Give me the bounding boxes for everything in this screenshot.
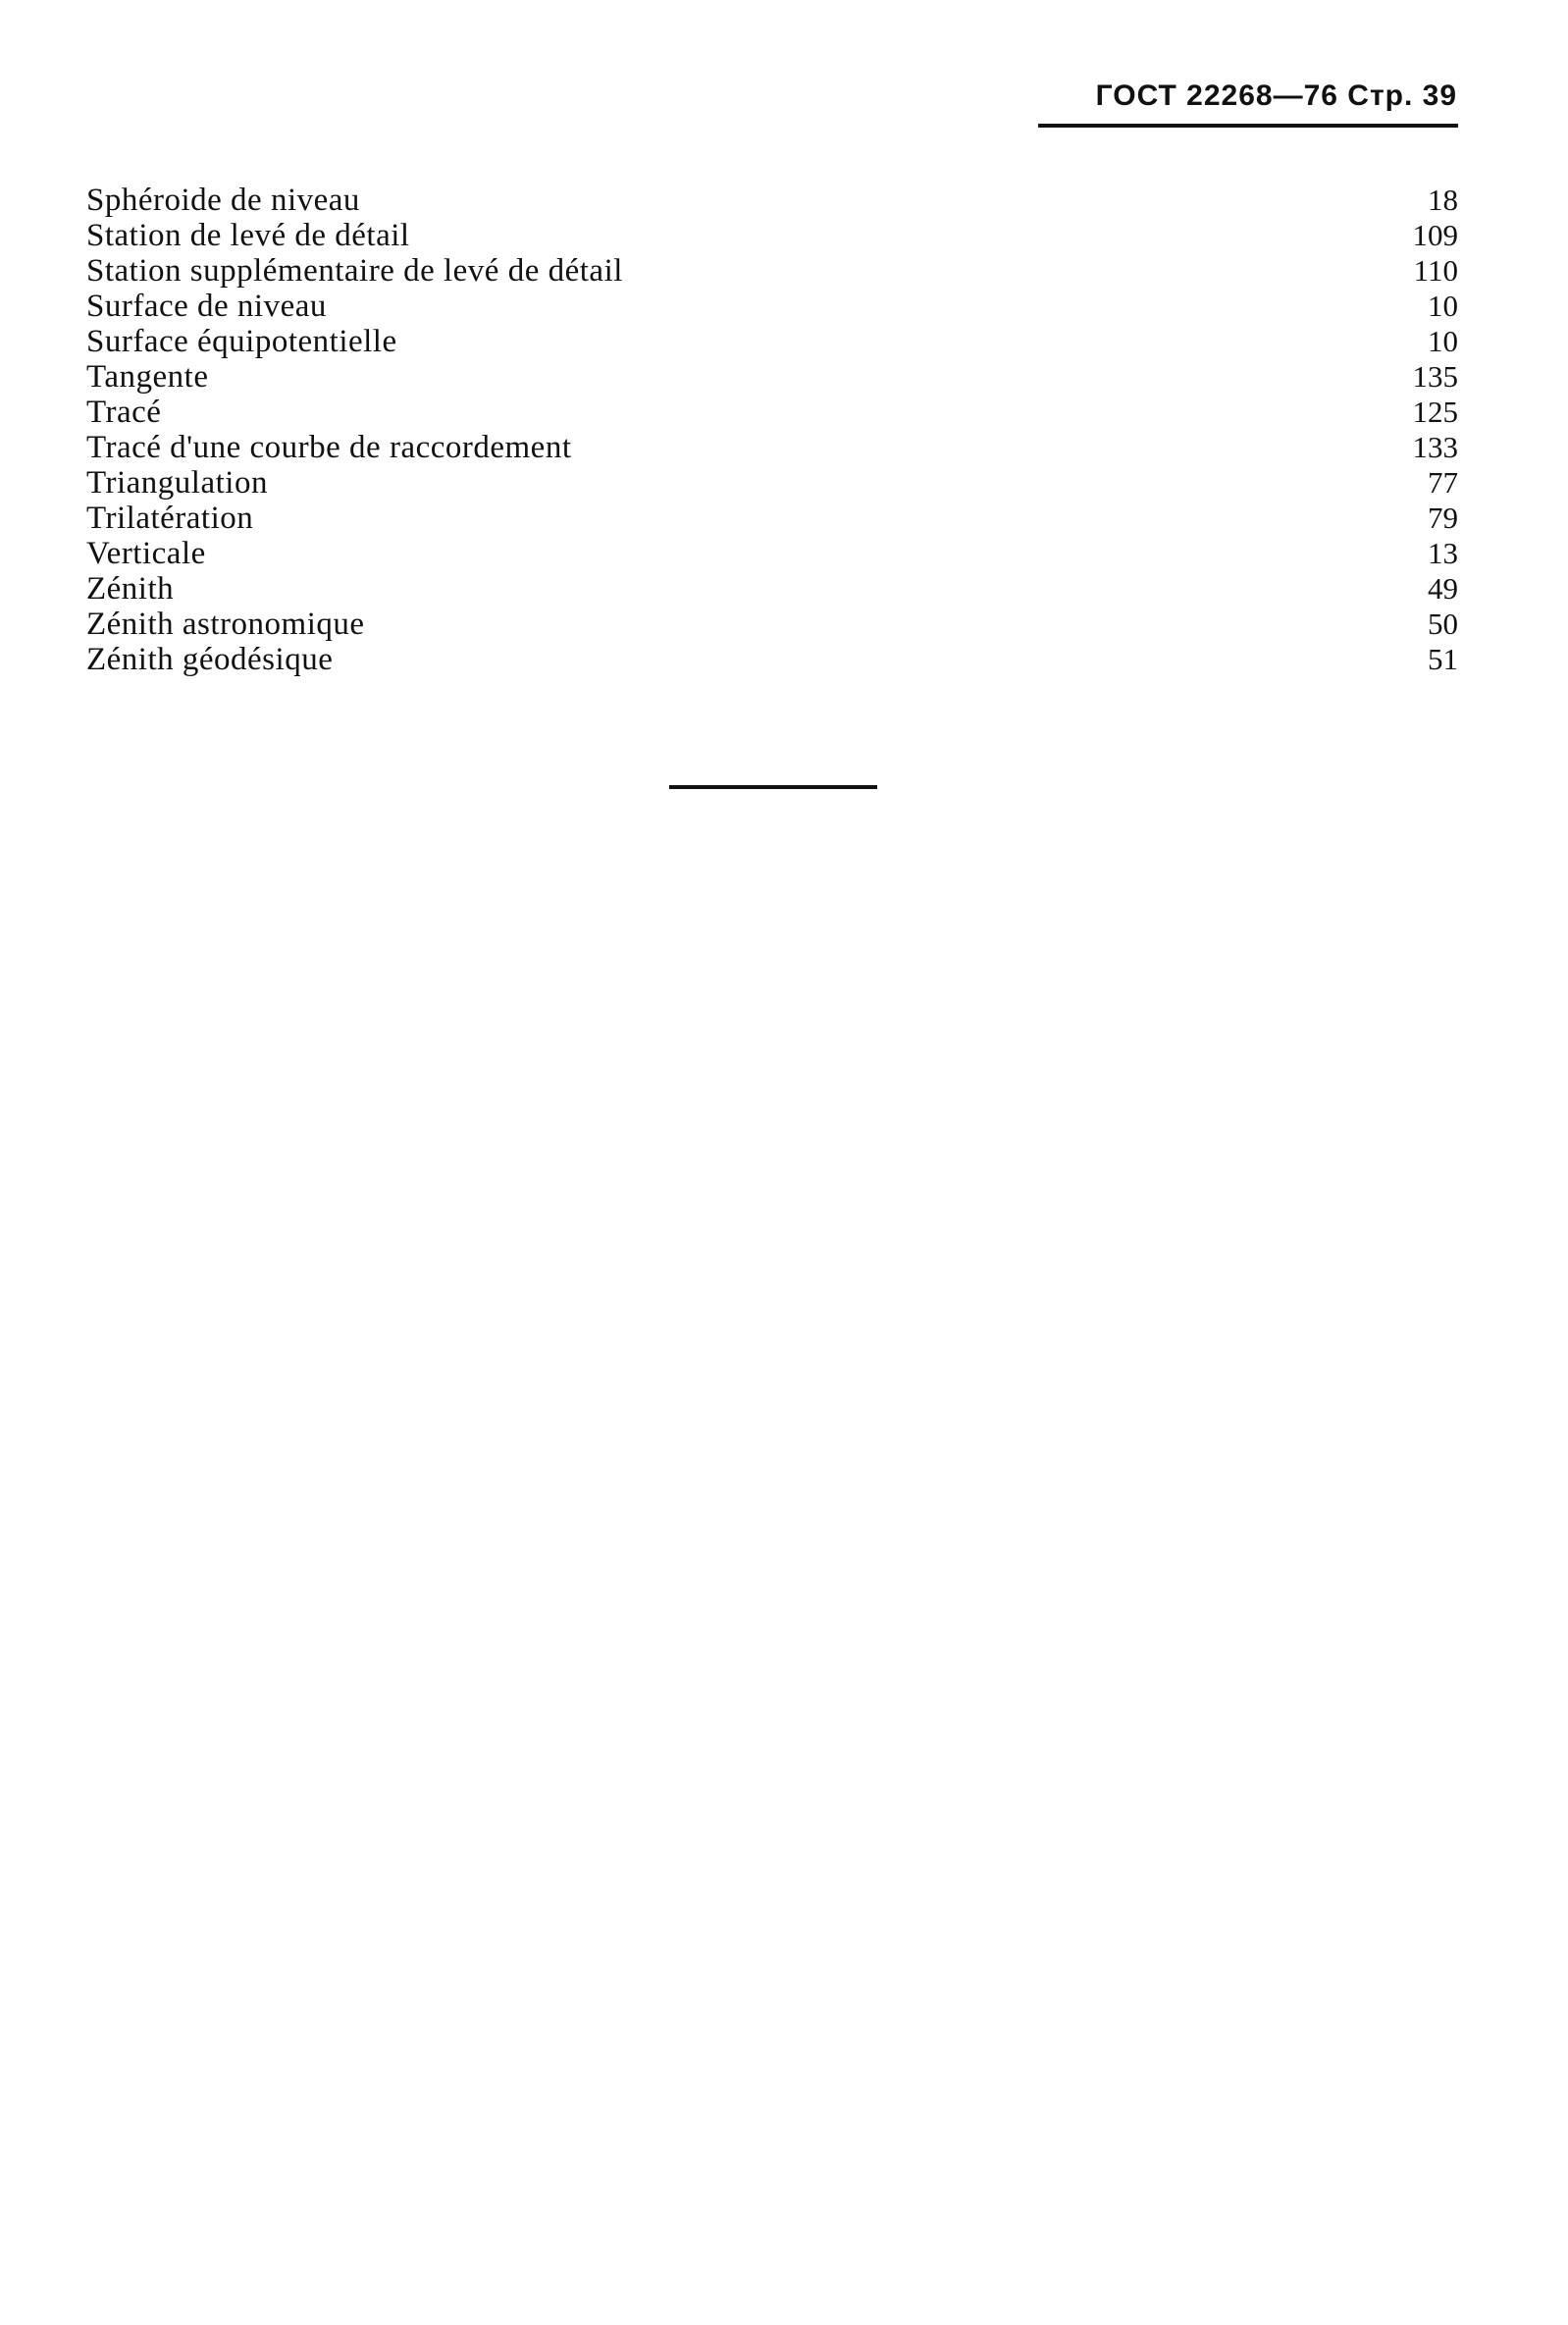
index-entry — [86, 359, 1458, 395]
index-term: Verticale — [86, 536, 206, 571]
index-page-number: 77 — [1428, 465, 1458, 500]
index-entry — [86, 607, 1458, 642]
index-term: Zénith géodésique — [86, 642, 334, 677]
index-term: Tracé — [86, 395, 162, 430]
index-page-number: 133 — [1412, 430, 1458, 464]
index-page-number: 10 — [1428, 324, 1458, 358]
index-entry — [86, 536, 1458, 571]
index-term: Sphéroide de niveau — [86, 183, 360, 218]
index-entry — [86, 218, 1458, 253]
index-page-number: 135 — [1412, 359, 1458, 394]
index-entry — [86, 324, 1458, 359]
index-page-number: 51 — [1428, 642, 1458, 676]
index-entry — [86, 289, 1458, 324]
index-term: Trilatération — [86, 501, 254, 536]
index-page-number: 10 — [1428, 289, 1458, 323]
page-header: ГОСТ 22268—76 Стр. 39 — [1095, 79, 1457, 112]
index-term: Station supplémentaire de levé de détail — [86, 253, 623, 289]
header-rule — [1038, 124, 1458, 128]
index-entry — [86, 501, 1458, 536]
index-term: Surface de niveau — [86, 289, 327, 324]
index-term: Tangente — [86, 359, 209, 395]
index-page-number: 13 — [1428, 536, 1458, 570]
index-entry — [86, 571, 1458, 607]
end-separator-rule — [669, 785, 877, 789]
index-entry — [86, 642, 1458, 677]
index-entry — [86, 253, 1458, 289]
index-term: Tracé d'une courbe de raccordement — [86, 430, 572, 465]
index-entry — [86, 430, 1458, 465]
index-entry — [86, 395, 1458, 430]
index-entry — [86, 183, 1458, 218]
index-page-number: 110 — [1413, 253, 1458, 288]
index-term: Surface équipotentielle — [86, 324, 397, 359]
index-page-number: 49 — [1428, 571, 1458, 606]
index-term: Triangulation — [86, 465, 268, 501]
index-term: Station de levé de détail — [86, 218, 410, 253]
index-page-number: 50 — [1428, 607, 1458, 641]
index-page-number: 109 — [1412, 218, 1458, 252]
index-entry — [86, 465, 1458, 501]
index-page-number: 79 — [1428, 501, 1458, 535]
index-term: Zénith — [86, 571, 175, 607]
index-page-number: 18 — [1428, 183, 1458, 217]
index-page-number: 125 — [1412, 395, 1458, 429]
index-term: Zénith astronomique — [86, 607, 365, 642]
term-index-list — [86, 183, 1458, 677]
